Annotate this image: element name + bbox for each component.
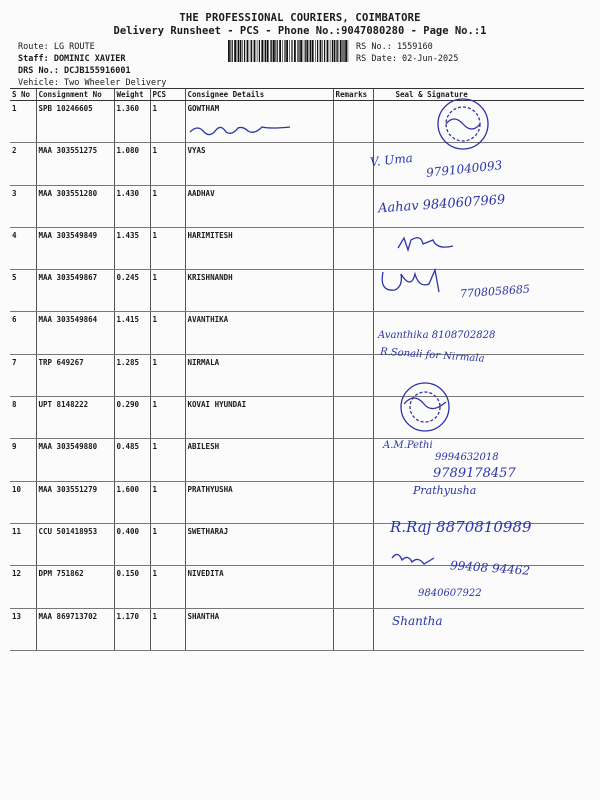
table-row [10,439,584,481]
cell-signature [373,185,584,227]
cell-pcs: 1 [150,397,185,439]
col-header-consignment: Consignment No [36,89,114,101]
barcode-image [228,40,350,62]
cell-sno: 13 [10,608,36,650]
handwriting-row9-phone: 9994632018 [435,452,499,463]
cell-consignment-no: MAA 303549867 [36,270,114,312]
cell-pcs: 1 [150,227,185,269]
col-header-remarks: Remarks [333,89,373,101]
cell-remarks [333,608,373,650]
cell-consignee: HARIMITESH [185,227,333,269]
cell-signature [373,312,584,354]
rs-number: RS No.: 1559160 [356,42,433,52]
handwriting-row2-phone: 9791040093 [425,158,503,180]
drs-number: DRS No.: DCJB155916001 [18,66,131,76]
cell-consignee: NIVEDITA [185,566,333,608]
cell-signature [373,227,584,269]
cell-remarks [333,101,373,143]
cell-weight: 0.245 [114,270,150,312]
cell-consignment-no: SPB 10246605 [36,101,114,143]
cell-consignment-no: MAA 303549864 [36,312,114,354]
cell-remarks [333,481,373,523]
cell-pcs: 1 [150,101,185,143]
cell-pcs: 1 [150,354,185,396]
cell-signature [373,143,584,185]
cell-sno: 7 [10,354,36,396]
cell-weight: 1.430 [114,185,150,227]
cell-consignment-no: MAA 303549880 [36,439,114,481]
cell-consignee: AADHAV [185,185,333,227]
cell-sno: 5 [10,270,36,312]
cell-signature [373,101,584,143]
handwriting-row7: R.Sonali for Nirmala [379,346,485,365]
cell-remarks [333,397,373,439]
handwriting-row6: Avanthika 8108702828 [378,330,496,341]
cell-remarks [333,312,373,354]
table-row [10,227,584,269]
cell-consignee: PRATHYUSHA [185,481,333,523]
cell-consignment-no: MAA 303551279 [36,481,114,523]
cell-pcs: 1 [150,270,185,312]
cell-sno: 8 [10,397,36,439]
cell-sno: 12 [10,566,36,608]
cell-consignee: VYAS [185,143,333,185]
table-header-row [10,89,584,101]
cell-signature [373,354,584,396]
cell-consignment-no: MAA 303549849 [36,227,114,269]
cell-consignee: SWETHARAJ [185,523,333,565]
handwriting-row5-phone: 7708058685 [459,282,531,301]
staff-label: Staff: DOMINIC XAVIER [18,54,126,64]
cell-signature [373,566,584,608]
table-row [10,523,584,565]
cell-signature [373,397,584,439]
cell-consignee: NIRMALA [185,354,333,396]
cell-remarks [333,227,373,269]
cell-remarks [333,270,373,312]
cell-pcs: 1 [150,185,185,227]
cell-sno: 11 [10,523,36,565]
cell-consignee: KOVAI HYUNDAI [185,397,333,439]
cell-consignee: GOWTHAM [185,101,333,143]
table-row [10,354,584,396]
cell-consignment-no: MAA 869713702 [36,608,114,650]
cell-sno: 1 [10,101,36,143]
cell-consignment-no: TRP 649267 [36,354,114,396]
cell-sno: 2 [10,143,36,185]
cell-signature [373,523,584,565]
runsheet-meta-left [18,41,166,89]
handwriting-row10-name: Prathyusha [413,484,477,497]
cell-pcs: 1 [150,566,185,608]
cell-remarks [333,143,373,185]
col-header-consignee: Consignee Details [185,89,333,101]
cell-weight: 1.600 [114,481,150,523]
cell-consignment-no: MAA 303551275 [36,143,114,185]
runsheet-header [0,12,600,37]
cell-signature [373,270,584,312]
cell-consignee: KRISHNANDH [185,270,333,312]
cell-sno: 3 [10,185,36,227]
cell-weight: 0.400 [114,523,150,565]
col-header-weight: Weight [114,89,150,101]
table-row [10,312,584,354]
col-header-signature: Seal & Signature [373,89,584,101]
cell-signature [373,439,584,481]
cell-consignment-no: DPM 751862 [36,566,114,608]
table-row [10,608,584,650]
cell-weight: 1.360 [114,101,150,143]
cell-remarks [333,354,373,396]
cell-weight: 1.415 [114,312,150,354]
runsheet-table [10,88,584,651]
table-row [10,397,584,439]
cell-sno: 10 [10,481,36,523]
rs-date: RS Date: 02-Jun-2025 [356,54,459,64]
cell-pcs: 1 [150,143,185,185]
handwriting-row3: Aahav 9840607969 [377,192,506,217]
handwriting-row2-name: V. Uma [369,150,414,170]
cell-weight: 1.170 [114,608,150,650]
route-label: Route: LG ROUTE [18,42,95,52]
cell-pcs: 1 [150,481,185,523]
cell-remarks [333,439,373,481]
table-row [10,566,584,608]
cell-signature [373,481,584,523]
cell-sno: 4 [10,227,36,269]
table-row [10,101,584,143]
vehicle-label: Vehicle: Two Wheeler Delivery [18,78,167,88]
table-row [10,270,584,312]
cell-remarks [333,566,373,608]
cell-weight: 0.485 [114,439,150,481]
cell-consignee: AVANTHIKA [185,312,333,354]
handwriting-row12-phone: 99408 94462 [449,558,531,578]
cell-consignee: ABILESH [185,439,333,481]
table-row [10,143,584,185]
cell-consignment-no: UPT 8148222 [36,397,114,439]
cell-weight: 1.080 [114,143,150,185]
cell-consignment-no: CCU 501418953 [36,523,114,565]
table-row [10,185,584,227]
cell-consignee: SHANTHA [185,608,333,650]
cell-remarks [333,523,373,565]
table-row [10,481,584,523]
col-header-pcs: PCS [150,89,185,101]
cell-weight: 0.150 [114,566,150,608]
cell-pcs: 1 [150,312,185,354]
cell-consignment-no: MAA 303551280 [36,185,114,227]
cell-pcs: 1 [150,523,185,565]
cell-sno: 6 [10,312,36,354]
cell-pcs: 1 [150,439,185,481]
cell-weight: 1.435 [114,227,150,269]
sheet-title: Delivery Runsheet - PCS - Phone No.:9047080280 - Page No.:1 [113,25,487,37]
cell-sno: 9 [10,439,36,481]
company-name: THE PROFESSIONAL COURIERS, COIMBATORE [179,12,421,24]
handwriting-row10-phone: 9789178457 [433,466,516,481]
cell-weight: 1.285 [114,354,150,396]
cell-signature [373,608,584,650]
col-header-sno: S No [10,89,36,101]
handwriting-row11: R.Raj 8870810989 [390,518,532,536]
handwriting-row13-phone: 9840607922 [418,588,482,599]
cell-pcs: 1 [150,608,185,650]
runsheet-meta-right [356,41,458,65]
handwriting-row13-name: Shantha [392,614,443,628]
cell-weight: 0.290 [114,397,150,439]
handwriting-row9-name: A.M.Pethi [383,440,433,451]
cell-remarks [333,185,373,227]
